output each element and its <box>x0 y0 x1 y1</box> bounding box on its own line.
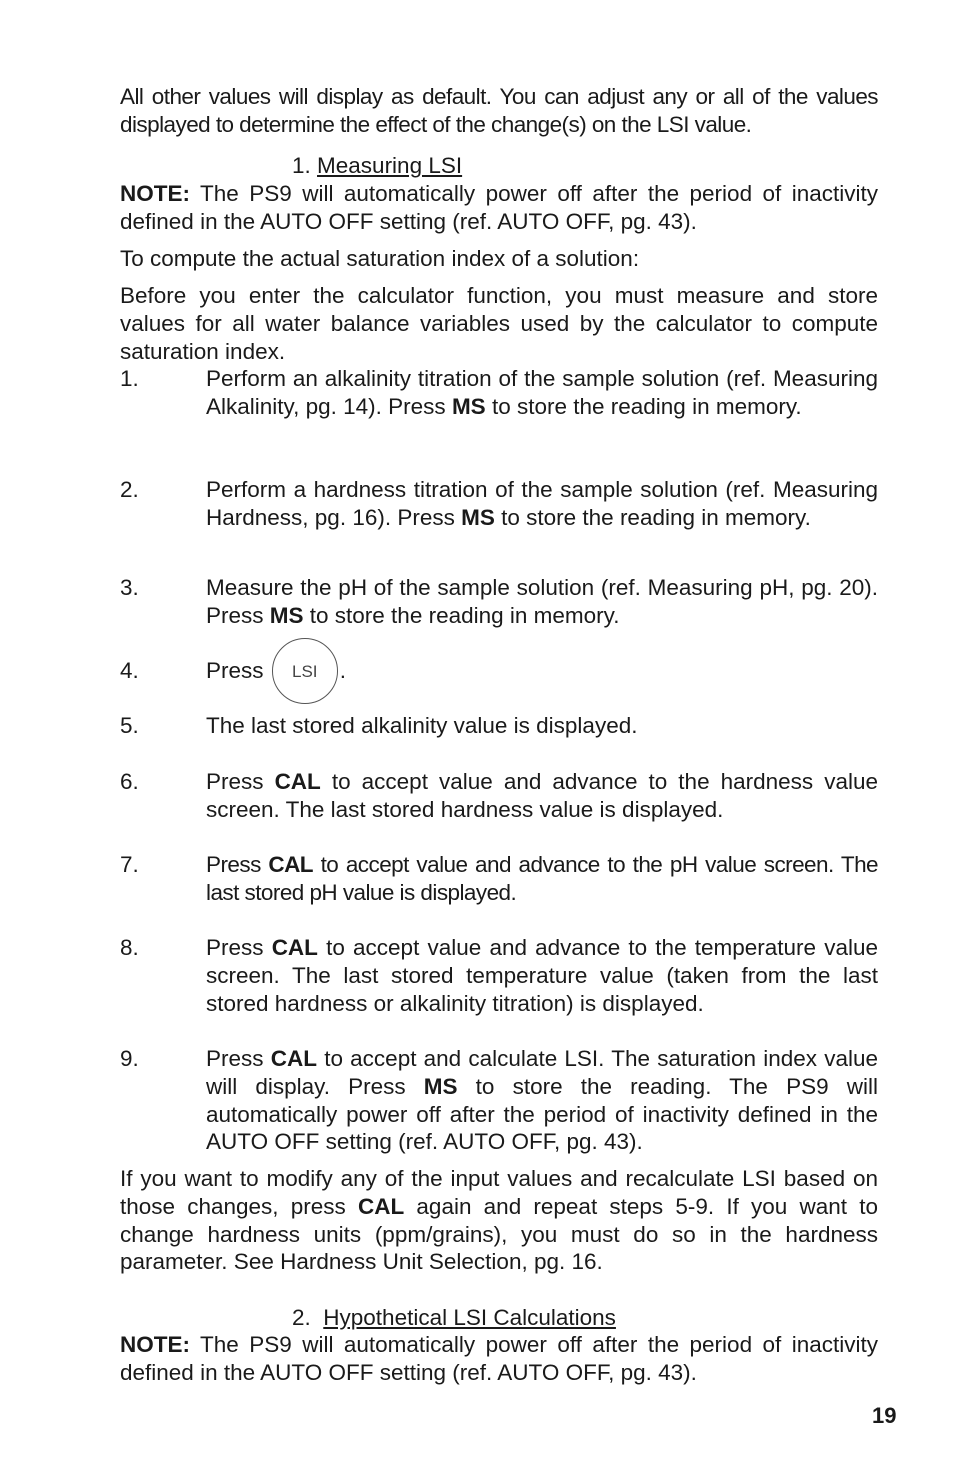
section-2-note <box>120 1331 878 1387</box>
step-text: Press LSI . <box>206 657 878 685</box>
note-label: NOTE: <box>120 1332 190 1357</box>
section-1-number: 1. <box>292 153 311 178</box>
step-number: 6. <box>120 769 139 794</box>
modify-paragraph: If you want to modify any of the input values and recalculate LSI based on those changes, press CAL again and repeat steps 5-9. If you want to change hardness units (ppm/grains), you must do so in the hardness parameter. See Hardness Unit Selection, pg. 16. <box>120 1166 878 1275</box>
lsi-button-icon: LSI <box>272 638 338 704</box>
note-text: The PS9 will automatically power off after the period of inactivity defined in the AUTO OFF setting (ref. AUTO OFF, pg. 43). <box>120 1332 878 1385</box>
section-2-title: Hypothetical LSI Calculations <box>323 1305 616 1330</box>
step-text: Perform a hardness titration of the sample solution (ref. Measuring Hardness, pg. 16). Press MS to store the reading in memory. <box>206 477 878 530</box>
step-text: Press CAL to accept value and advance to the hardness value screen. The last stored hardness value is displayed. <box>206 769 879 822</box>
step-number: 5. <box>120 713 139 738</box>
section-2-heading <box>292 1304 616 1332</box>
cal-key: CAL <box>357 1193 405 1219</box>
cal-key: CAL <box>268 852 313 877</box>
step-number: 8. <box>120 935 139 960</box>
step-text: The last stored alkalinity value is displayed. <box>206 713 638 738</box>
step-number: 9. <box>120 1046 139 1071</box>
note-label: NOTE: <box>120 181 190 206</box>
step-text: Press CAL to accept value and advance to the temperature value screen. The last stored temperature value (taken from the last stored hardness or alkalinity titration) is displayed. <box>206 935 879 1016</box>
step-number: 1. <box>120 366 139 391</box>
step-number: 3. <box>120 575 139 600</box>
step-number: 2. <box>120 477 139 502</box>
step-text: Press CAL to accept and calculate LSI. The saturation index value will display. Press MS to store the reading. The PS9 will automatically power off after the period of inactivity defined in the AUTO OFF setting (ref. AUTO OFF, pg. 43). <box>206 1046 879 1155</box>
cal-key: CAL <box>270 1046 317 1071</box>
intro-paragraph: All other values will display as default. You can adjust any or all of the values displayed to determine the effect of the change(s) on the LSI value. <box>120 84 878 137</box>
step-text: Measure the pH of the sample solution (ref. Measuring pH, pg. 20). Press MS to store the reading in memory. <box>206 575 878 628</box>
before-paragraph: Before you enter the calculator function, you must measure and store values for all water balance variables used by the calculator to compute saturation index. <box>120 283 878 364</box>
ms-key: MS <box>451 393 486 419</box>
cal-key: CAL <box>274 769 321 794</box>
step-number: 4. <box>120 658 139 683</box>
ms-key: MS <box>269 602 304 628</box>
compute-intro: To compute the actual saturation index of a solution: <box>120 246 640 271</box>
step-text: Perform an alkalinity titration of the sample solution (ref. Measuring Alkalinity, pg. 14). Press MS to store the reading in memory. <box>206 366 878 419</box>
step-text: Press CAL to accept value and advance to the pH value screen. The last stored pH value is displayed. <box>206 852 878 905</box>
ms-key: MS <box>461 504 495 530</box>
note-text: The PS9 will automatically power off after the period of inactivity defined in the AUTO OFF setting (ref. AUTO OFF, pg. 43). <box>120 181 878 234</box>
section-1-title: Measuring LSI <box>317 153 463 178</box>
step-number: 7. <box>120 852 139 877</box>
page-number: 19 <box>872 1403 897 1428</box>
section-2-number: 2. <box>292 1305 311 1330</box>
section-1-note <box>120 180 878 236</box>
section-1-heading <box>292 152 462 180</box>
ms-key: MS <box>423 1073 458 1099</box>
cal-key: CAL <box>271 935 318 960</box>
